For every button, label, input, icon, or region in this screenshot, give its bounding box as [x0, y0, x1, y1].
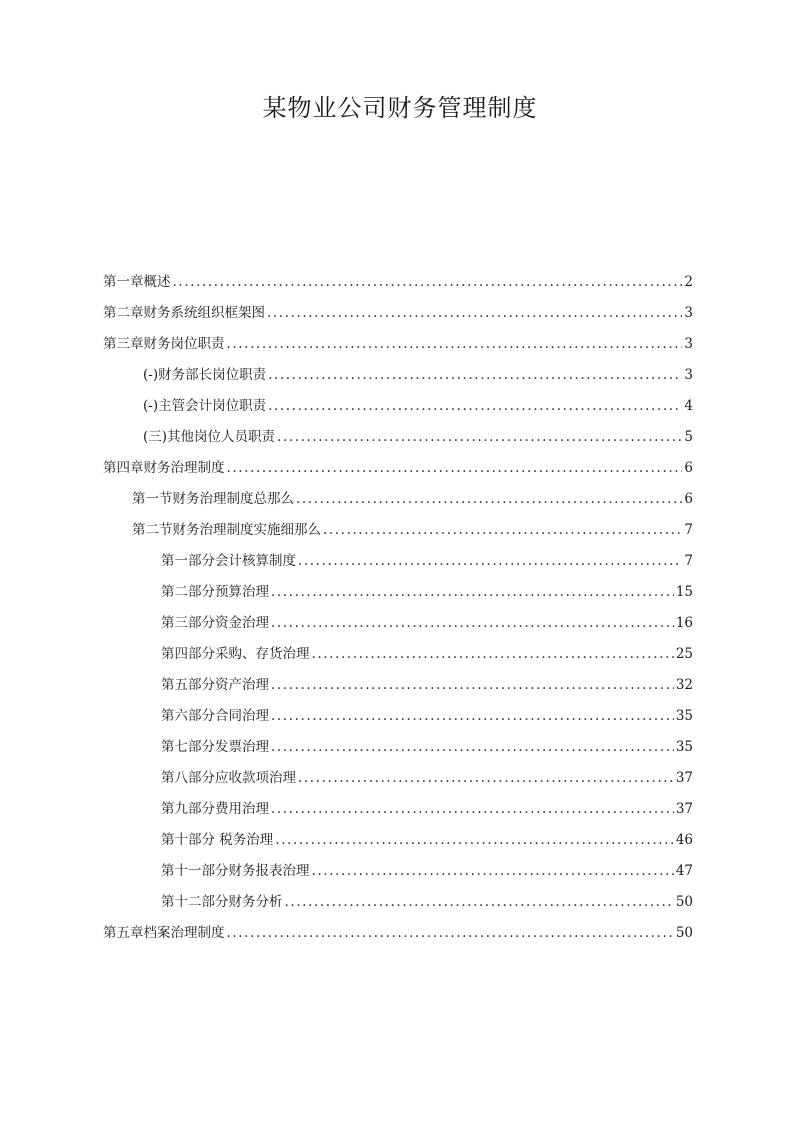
toc-page-number: 16: [675, 615, 693, 631]
toc-dot-leader: [312, 646, 674, 662]
toc-entry[interactable]: [103, 425, 693, 456]
toc-page-number: 50: [675, 894, 693, 910]
toc-page-number: 7: [684, 522, 693, 538]
toc-entry-label: 第一章概述: [103, 274, 171, 290]
toc-dot-leader: [267, 305, 682, 321]
toc-page-number: 7: [684, 553, 693, 569]
toc-entry-label: 第十一部分财务报表治理: [161, 863, 310, 879]
toc-entry-label: 第三章财务岗位职责: [103, 336, 225, 352]
toc-entry-label: 第七部分发票治理: [161, 739, 269, 755]
toc-entry[interactable]: [103, 890, 693, 921]
toc-dot-leader: [323, 522, 682, 538]
toc-page-number: 35: [675, 739, 693, 755]
toc-entry-label: 第二节财务治理制度实施细那么: [132, 522, 321, 538]
toc-dot-leader: [298, 770, 674, 786]
toc-entry-label: 第四部分采购、存货治理: [161, 646, 310, 662]
toc-dot-leader: [296, 491, 682, 507]
toc-entry[interactable]: [103, 611, 693, 642]
toc-dot-leader: [227, 460, 683, 476]
toc-entry[interactable]: [103, 332, 693, 363]
toc-entry[interactable]: [103, 673, 693, 704]
toc-dot-leader: [271, 677, 674, 693]
toc-dot-leader: [312, 863, 674, 879]
toc-entry[interactable]: [103, 704, 693, 735]
toc-dot-leader: [227, 925, 674, 941]
toc-page-number: 3: [684, 367, 693, 383]
toc-entry-label: (三)其他岗位人员职责: [143, 429, 276, 445]
toc-entry[interactable]: [103, 797, 693, 828]
toc-dot-leader: [298, 553, 682, 569]
toc-entry[interactable]: [103, 487, 693, 518]
toc-entry[interactable]: [103, 270, 693, 301]
table-of-contents: [103, 270, 693, 952]
toc-entry-label: 第一部分会计核算制度: [161, 553, 296, 569]
toc-entry[interactable]: [103, 580, 693, 611]
toc-entry-label: 第八部分应收款项治理: [161, 770, 296, 786]
toc-dot-leader: [275, 832, 674, 848]
toc-entry-label: 第四章财务治理制度: [103, 460, 225, 476]
toc-dot-leader: [173, 274, 683, 290]
toc-page-number: 5: [684, 429, 693, 445]
toc-entry-label: 第三部分资金治理: [161, 615, 269, 631]
toc-page-number: 6: [684, 460, 693, 476]
toc-entry[interactable]: [103, 642, 693, 673]
toc-page-number: 3: [684, 305, 693, 321]
toc-entry-label: 第六部分合同治理: [161, 708, 269, 724]
toc-entry[interactable]: [103, 301, 693, 332]
toc-dot-leader: [227, 336, 683, 352]
toc-entry-label: 第五章档案治理制度: [103, 925, 225, 941]
toc-page-number: 37: [675, 770, 693, 786]
toc-entry-label: 第五部分资产治理: [161, 677, 269, 693]
toc-entry[interactable]: [103, 828, 693, 859]
toc-entry-label: 第一节财务治理制度总那么: [132, 491, 294, 507]
toc-entry[interactable]: [103, 549, 693, 580]
toc-dot-leader: [285, 894, 674, 910]
toc-entry-label: 第二章财务系统组织框架图: [103, 305, 265, 321]
toc-entry[interactable]: [103, 921, 693, 952]
toc-entry-label: 第十部分 税务治理: [161, 832, 274, 848]
toc-page-number: 50: [675, 925, 693, 941]
toc-page-number: 6: [684, 491, 693, 507]
toc-entry[interactable]: [103, 456, 693, 487]
toc-dot-leader: [271, 739, 674, 755]
toc-dot-leader: [271, 708, 674, 724]
toc-entry[interactable]: [103, 518, 693, 549]
toc-entry-label: (-)主管会计岗位职责: [143, 398, 267, 414]
toc-page-number: 46: [675, 832, 693, 848]
toc-entry[interactable]: [103, 394, 693, 425]
toc-page-number: 3: [684, 336, 693, 352]
toc-page-number: 35: [675, 708, 693, 724]
toc-entry-label: 第九部分费用治理: [161, 801, 269, 817]
toc-dot-leader: [268, 398, 682, 414]
toc-page-number: 25: [675, 646, 693, 662]
toc-dot-leader: [271, 615, 674, 631]
toc-page-number: 32: [675, 677, 693, 693]
toc-entry-label: (-)财务部长岗位职责: [143, 367, 267, 383]
toc-page-number: 2: [684, 274, 693, 290]
toc-entry[interactable]: [103, 859, 693, 890]
toc-page-number: 37: [675, 801, 693, 817]
toc-entry[interactable]: [103, 766, 693, 797]
toc-dot-leader: [277, 429, 682, 445]
toc-entry-label: 第十二部分财务分析: [161, 894, 283, 910]
toc-dot-leader: [271, 584, 674, 600]
toc-entry-label: 第二部分预算治理: [161, 584, 269, 600]
toc-dot-leader: [268, 367, 682, 383]
toc-dot-leader: [271, 801, 674, 817]
toc-page-number: 47: [675, 863, 693, 879]
document-title: 某物业公司财务管理制度: [262, 94, 538, 122]
toc-page-number: 4: [684, 398, 693, 414]
toc-entry[interactable]: [103, 363, 693, 394]
toc-entry[interactable]: [103, 735, 693, 766]
toc-page-number: 15: [675, 584, 693, 600]
